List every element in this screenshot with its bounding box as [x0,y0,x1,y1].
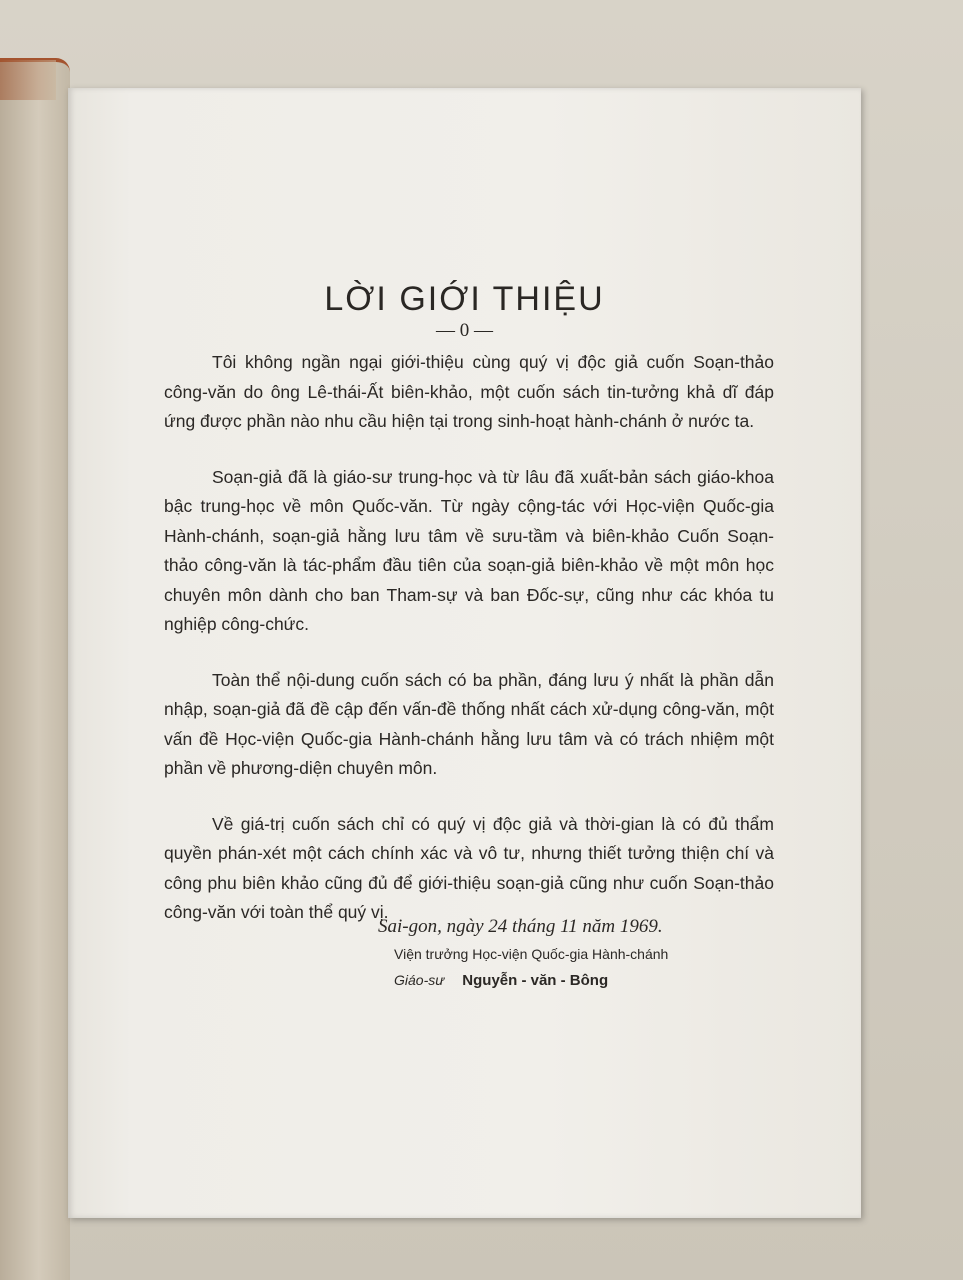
signature-name: Nguyễn - văn - Bông [462,972,609,989]
paragraph-1: Tôi không ngần ngại giới-thiệu cùng quý vị độc giả cuốn Soạn-thảo công-văn do ông Lê-thái-Ất biên-khảo, một cuốn sách tin-tưởng khả dĩ đáp ứng được phần nào nhu cầu hiện tại trong sinh-hoạt hành-chánh ở nước ta. [164,352,774,431]
signature-place-date: Sai-gon, ngày 24 tháng 11 năm 1969. [378,916,663,937]
signature-position: Viện trưởng Học-viện Quốc-gia Hành-chánh [394,946,669,962]
paragraph-3: Toàn thể nội-dung cuốn sách có ba phần, đáng lưu ý nhất là phần dẫn nhập, soạn-giả đã đề cập đến vấn-đề thống nhất cách xử-dụng công-văn, một vấn đề Học-viện Quốc-gia Hành-chánh hằng lưu tâm và có trách nhiệm một phần về phương-diện chuyên môn. [164,669,774,778]
book-cover-stain [0,60,56,100]
page-title: LỜI GIỚI THIỆU [324,280,605,318]
book-cover-edge [0,58,70,1280]
signature-name-line [394,972,798,989]
signature-role: Giáo-sư [394,972,445,988]
paragraph-4: Về giá-trị cuốn sách chỉ có quý vị độc giả và thời-gian là có đủ thẩm quyền phán-xét một cách chính xác và vô tư, nhưng thiết tưởng thiện chí và công phu biên khảo cũng đủ để giới-thiệu soạn-giả cũng như cuốn Soạn-thảo công-văn với toàn thể quý vị. [164,813,774,922]
book-page [68,88,861,1218]
body-text [164,348,774,954]
title-divider: — 0 — [436,320,493,341]
paragraph-2: Soạn-giả đã là giáo-sư trung-học và từ lâu đã xuất-bản sách giáo-khoa bậc trung-học về môn Quốc-văn. Từ ngày cộng-tác với Học-viện Quốc-gia Hành-chánh, soạn-giả hằng lưu tâm về sưu-tầm và biên-khảo Cuốn Soạn-thảo công-văn là tác-phẩm đầu tiên của soạn-giả biên-khảo về một môn học chuyên môn dành cho ban Tham-sự và ban Đốc-sự, cũng như các khóa tu nghiệp công-chức. [164,466,774,634]
signature-block [378,916,798,989]
